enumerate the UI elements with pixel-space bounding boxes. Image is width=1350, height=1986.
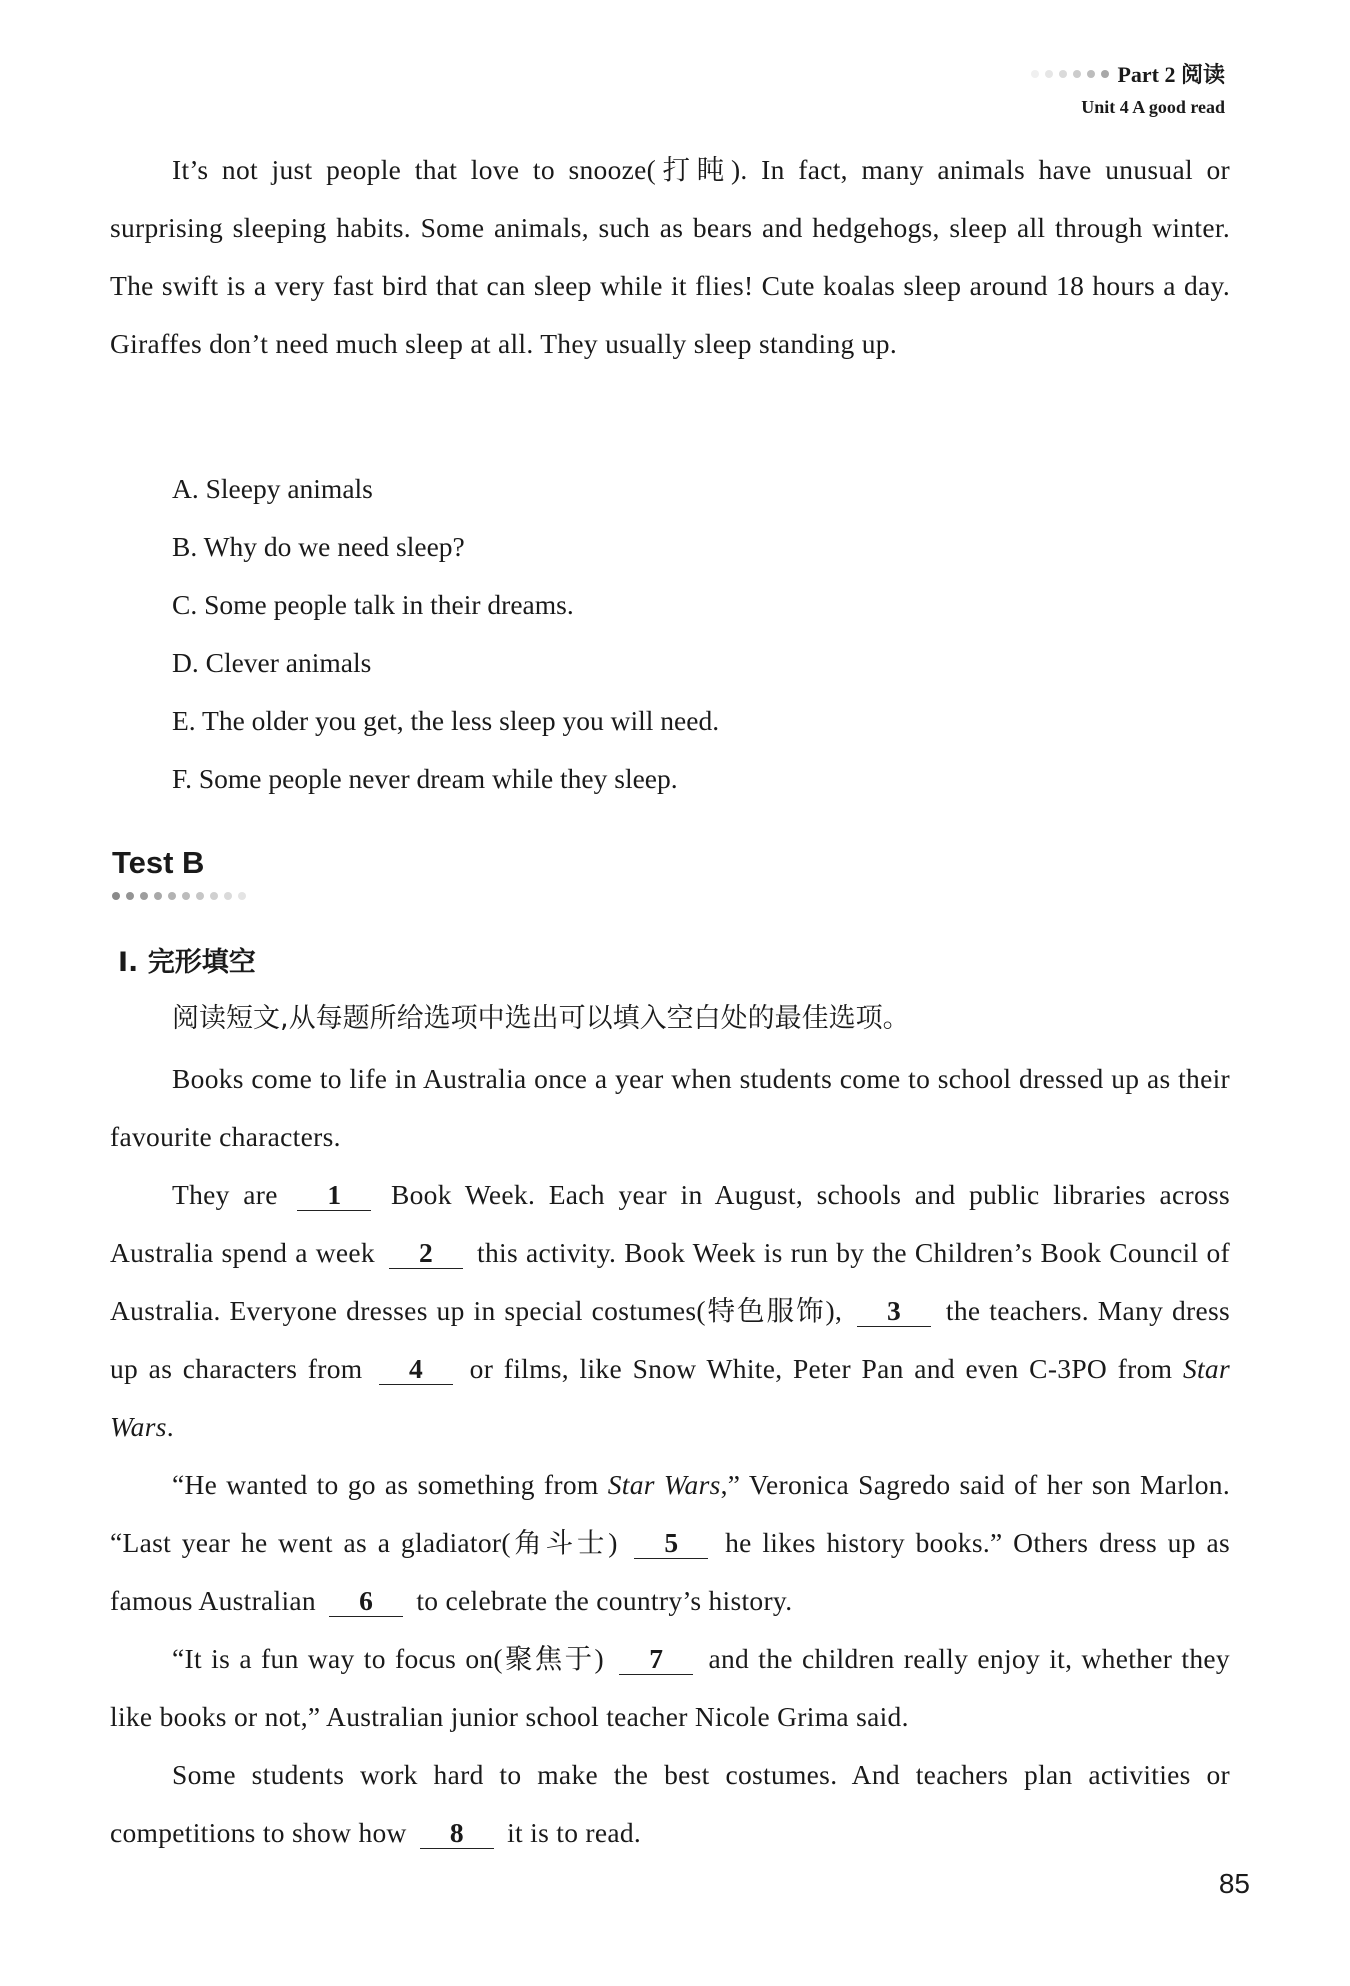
italic-title: Star Wars [607,1469,721,1500]
page-header [1031,58,1225,118]
text-segment: the teachers. Many dress up as characters from [110,1295,1230,1384]
option-d: D. Clever animals [172,647,372,678]
text-segment: Some students work hard to make the best costumes. And teachers plan activities or competitions to show how [110,1759,1230,1848]
options-list [172,460,719,808]
option-c: C. Some people talk in their dreams. [172,589,574,620]
blank-3: 3 [857,1296,931,1327]
decorative-dots [1031,70,1109,78]
blank-6: 6 [329,1586,403,1617]
text-segment: this activity. Book Week is run by the Children’s Book Council of Australia. Everyone dresses up in special costumes(特色服饰), [110,1237,1230,1326]
text-segment: he likes history books.” Others dress up as famous Australian [110,1527,1230,1616]
passage-paragraph-5 [110,1746,1230,1862]
test-title: Test B [112,845,205,880]
text-segment: . [166,1411,174,1442]
section-title: Ⅰ. 完形填空 [118,947,256,978]
text-segment: and the children really enjoy it, whether they like books or not,” Australian junior school teacher Nicole Grima said. [110,1643,1230,1732]
text-segment: or films, like Snow White, Peter Pan and even C-3PO from [469,1353,1173,1384]
blank-7: 7 [619,1644,693,1675]
passage-paragraph-1: Books come to life in Australia once a year when students come to school dressed up as their favourite characters. [110,1063,1230,1152]
option-a: A. Sleepy animals [172,473,373,504]
blank-4: 4 [379,1354,453,1385]
text-segment: “He wanted to go as something from [172,1469,599,1500]
blank-2: 2 [389,1238,463,1269]
text-segment: They are [172,1179,278,1210]
blank-8: 8 [420,1818,494,1849]
option-f: F. Some people never dream while they sleep. [172,763,678,794]
intro-paragraph: It’s not just people that love to snooze(打盹). In fact, many animals have unusual or surprising sleeping habits. Some animals, such as bears and hedgehogs, sleep all through winter. The swift is a very fast bird that can sleep while it flies! Cute koalas sleep around 18 hours a day. Giraffes don’t need much sleep at all. They usually sleep standing up. [110,154,1230,359]
text-segment: it is to read. [507,1817,642,1848]
blank-1: 1 [297,1180,371,1211]
passage-paragraph-3 [110,1456,1230,1630]
text-segment: ,” Veronica Sagredo said of her son Marlon. “Last year he went as a gladiator(角斗士) [110,1469,1230,1558]
page-number: 85 [1218,1868,1250,1899]
text-segment: Book Week. Each year in August, schools and public libraries across Australia spend a week [110,1179,1230,1268]
blank-5: 5 [634,1528,708,1559]
text-segment: to celebrate the country’s history. [416,1585,793,1616]
passage-paragraph-2 [110,1166,1230,1456]
option-b: B. Why do we need sleep? [172,531,465,562]
passage-paragraph-4 [110,1630,1230,1746]
italic-title: Star Wars [110,1353,1230,1442]
option-e: E. The older you get, the less sleep you will need. [172,705,720,736]
unit-label: Unit 4 A good read [1081,97,1225,117]
decorative-dots [112,892,246,900]
part-label: Part 2 阅读 [1117,62,1225,87]
instruction: 阅读短文,从每题所给选项中选出可以填入空白处的最佳选项。 [172,1003,910,1034]
text-segment: “It is a fun way to focus on(聚焦于) [172,1643,604,1674]
